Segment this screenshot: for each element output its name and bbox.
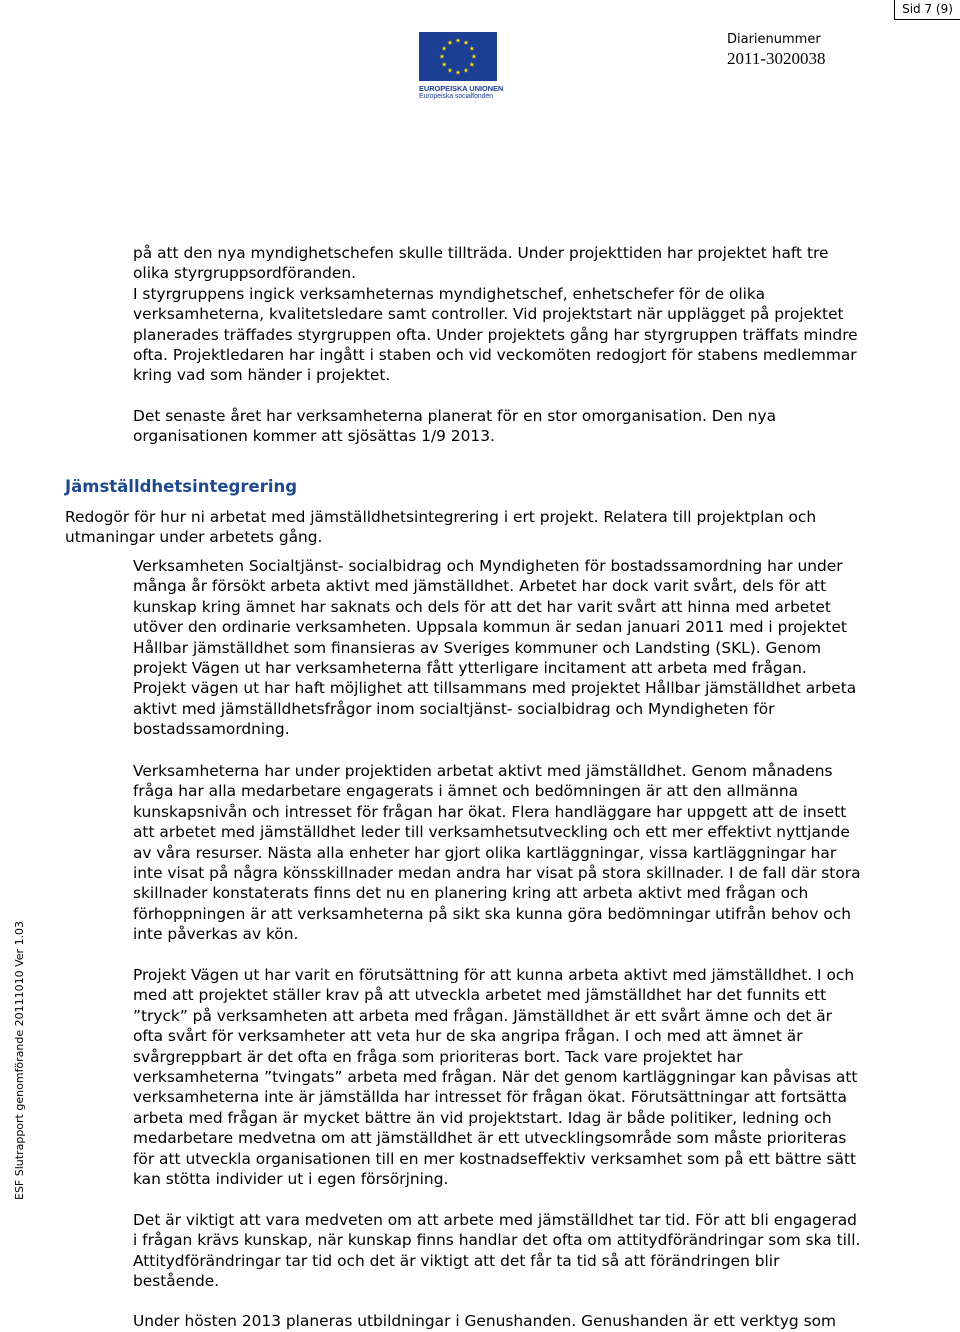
paragraph-manadens-fraga bbox=[133, 761, 861, 945]
text-line: ofta. Projektledaren har ingått i staben och vid veckomöten redogjort för stabens medlemmar bbox=[133, 346, 857, 365]
text-line: verksamheterna inte är jämställda har intresset för frågan ökat. Förutsättningar att fortsätta bbox=[133, 1088, 847, 1107]
text-line: projekt Vägen ut har verksamheterna fått ytterligare incitament att arbeta med frågan. bbox=[133, 659, 807, 678]
paragraph-genushanden bbox=[133, 1311, 836, 1331]
section-heading: Jämställdhetsintegrering bbox=[65, 477, 298, 496]
text-line: Verksamheten Socialtjänst- socialbidrag och Myndigheten för bostadssamordning har under bbox=[133, 557, 843, 575]
paragraph-forutsattning bbox=[133, 965, 857, 1189]
diarienummer-label: Diarienummer bbox=[727, 32, 821, 47]
text-line: Det senaste året har verksamheterna planerat för en stor omorganisation. Den nya bbox=[133, 407, 777, 425]
text-line: olika styrgruppsordföranden. bbox=[133, 264, 357, 283]
text-line: verksamheterna, kvalitetsledare samt controller. Vid projektstart när upplägget på projektet bbox=[133, 305, 844, 324]
text-line: Redogör för hur ni arbetat med jämställdhetsintegrering i ert projekt. Relatera till projektplan och bbox=[65, 508, 817, 526]
text-line: i frågan krävs kunskap, när kunskap finns handlar det ofta om attitydförändringar som ska till. bbox=[133, 1231, 861, 1250]
text-line: utöver den ordinarie verksamheten. Uppsala kommun är sedan januari 2011 med i projektet bbox=[133, 618, 847, 637]
section-question bbox=[65, 507, 816, 548]
text-line: Hållbar jämställdhet som finansieras av Sveriges kommuner och Landsting (SKL). Genom bbox=[133, 638, 822, 657]
text-line: Verksamheterna har under projektiden arbetat aktivt med jämställdhet. Genom månadens bbox=[133, 762, 833, 780]
text-line: ofta svårt för verksamheter att veta hur de ska angripa frågan. I och med att ämnet är bbox=[133, 1027, 803, 1046]
text-line: av våra resurser. Nästa alla enheter har gjort olika kartläggningar, vissa kartläggningar har bbox=[133, 843, 837, 862]
eu-logo-line1: EUROPEISKA UNIONEN bbox=[419, 84, 504, 93]
text-line: verksamheterna ”tvingats” arbeta med frågan. När det genom kartläggningar kan påvisas att bbox=[133, 1068, 858, 1087]
text-line: medarbetare medvetna om att jämställdhet är ett utvecklingsområde som måste prioriteras bbox=[133, 1129, 847, 1148]
text-line: inte påverkas av kön. bbox=[133, 925, 299, 944]
text-line: Under hösten 2013 planeras utbildningar i Genushanden. Genushanden är ett verktyg som bbox=[133, 1312, 837, 1330]
text-line: planerades träffades styrgruppen ofta. Under projektets gång har styrgruppen träffats mindre bbox=[133, 325, 858, 344]
eu-logo-line2: Europeiska socialfonden bbox=[419, 93, 493, 100]
text-line: svårgreppbart är det ofta en fråga som prioriteras bort. Tack vare projektet har bbox=[133, 1047, 743, 1066]
text-line: förhoppningen är att verksamheterna på sikt ska kunna göra bedömningar utifrån behov och bbox=[133, 904, 852, 923]
paragraph-omorganisation bbox=[133, 406, 776, 447]
text-line: Det är viktigt att vara medveten om att arbete med jämställdhet tar tid. För att bli engagerad bbox=[133, 1211, 857, 1229]
text-line: organisationen kommer att sjösättas 1/9 2013. bbox=[133, 427, 495, 446]
text-line: bestående. bbox=[133, 1272, 220, 1291]
paragraph-verksamheten bbox=[133, 556, 856, 740]
text-line: kunskap kring ämnet har saknats och dels för att det har varit svårt att hinna med arbetet bbox=[133, 597, 831, 616]
page-number: Sid 7 (9) bbox=[894, 0, 960, 20]
text-line: Projekt vägen ut har haft möjlighet att tillsammans med projektet Hållbar jämställdhet arbeta bbox=[133, 679, 857, 698]
eu-logo bbox=[419, 32, 504, 102]
text-line: skillnader konstaterats finns det nu en planering kring att arbeta aktivt med frågan och bbox=[133, 884, 809, 903]
text-line: Projekt Vägen ut har varit en förutsättning för att kunna arbeta aktivt med jämställdhet. I och bbox=[133, 966, 855, 984]
text-line: Attitydförändringar tar tid och det är viktigt att det får ta tid så att förändringen blir bbox=[133, 1251, 780, 1270]
text-line: att arbetet med jämställdhet leder till verksamhetsutveckling och ett mer effektivt nyttjande bbox=[133, 823, 850, 842]
eu-flag-icon bbox=[419, 32, 497, 81]
diarienummer bbox=[727, 31, 826, 69]
text-line: fråga har alla medarbetare engagerats i ämnet och bedömningen är att den allmänna bbox=[133, 782, 799, 801]
text-line: med att projektet ställer krav på att utveckla arbetet med jämställdhet har det funnits ett bbox=[133, 986, 827, 1005]
text-line: kan stötta individer ut i egen försörjning. bbox=[133, 1170, 449, 1189]
text-line: aktivt med jämställdhetsfrågor inom socialtjänst- socialbidrag och Myndigheten för bbox=[133, 699, 775, 718]
text-line: kunskapsnivån och intresset för frågan har ökat. Flera handläggare har uppgett att de insett bbox=[133, 802, 847, 821]
text-line: inte visat på några könsskillnader medan andra har visat på stora skillnader. I de fall där stora bbox=[133, 864, 861, 883]
text-line: på att den nya myndighetschefen skulle tillträda. Under projekttiden har projektet haft tre bbox=[133, 244, 829, 262]
text-line: många år försökt arbeta aktivt med jämställdhet. Arbetet har dock varit svårt, dels för att bbox=[133, 577, 827, 596]
diarienummer-value: 2011-3020038 bbox=[727, 49, 826, 68]
text-line: bostadssamordning. bbox=[133, 720, 290, 739]
text-line: utmaningar under arbetets gång. bbox=[65, 528, 323, 547]
text-line: kring vad som händer i projektet. bbox=[133, 366, 391, 385]
paragraph-attityd bbox=[133, 1210, 860, 1292]
side-footer-text: ESF Slutrapport genomförande 20111010 Ver 1.03 bbox=[13, 920, 26, 1200]
text-line: ”tryck” på verksamheten att arbeta med frågan. Jämställdhet är ett svårt ämne och det är bbox=[133, 1006, 832, 1025]
text-line: arbeta med frågan är mycket bättre än vid projektstart. Idag är både politiker, ledning och bbox=[133, 1108, 832, 1127]
text-line: för att utveckla organisationen till en mer kostnadseffektiv verksamhet som på ett bättre sätt bbox=[133, 1149, 857, 1168]
paragraph-styrgrupp bbox=[133, 243, 858, 386]
text-line: I styrgruppens ingick verksamheternas myndighetschef, enhetschefer för de olika bbox=[133, 284, 766, 303]
